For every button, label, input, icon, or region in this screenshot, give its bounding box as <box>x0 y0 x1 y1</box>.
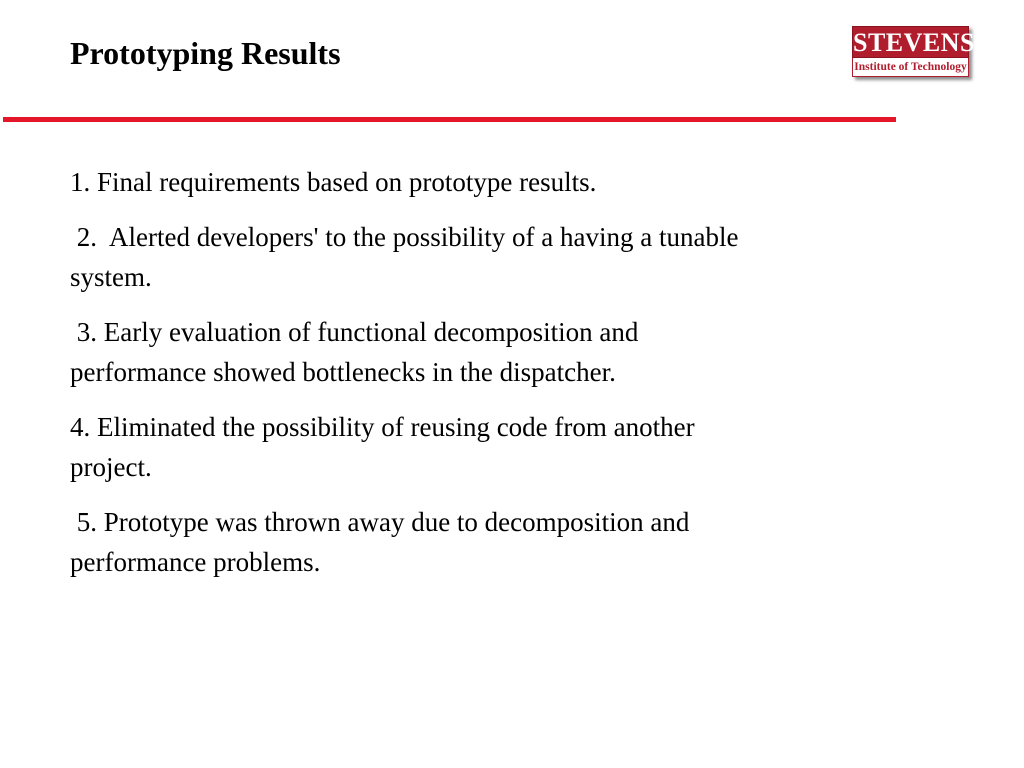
list-item: 1. Final requirements based on prototype results. <box>70 167 597 197</box>
stevens-logo <box>852 26 975 77</box>
title-divider <box>3 117 896 122</box>
list-item: 3. Early evaluation of functional decomposition and performance showed bottlenecks in the dispatcher. <box>70 316 646 387</box>
list-item: 5. Prototype was thrown away due to decomposition and performance problems. <box>70 506 697 577</box>
list-item: 4. Eliminated the possibility of reusing code from another project. <box>70 411 702 482</box>
logo-subtitle: Institute of Technology <box>852 58 969 77</box>
list-item: 2. Alerted developers' to the possibility of a having a tunable system. <box>70 221 746 292</box>
slide-body <box>70 162 760 597</box>
logo-name: STEVENS <box>853 28 975 57</box>
slide-title: Prototyping Results <box>70 35 341 71</box>
